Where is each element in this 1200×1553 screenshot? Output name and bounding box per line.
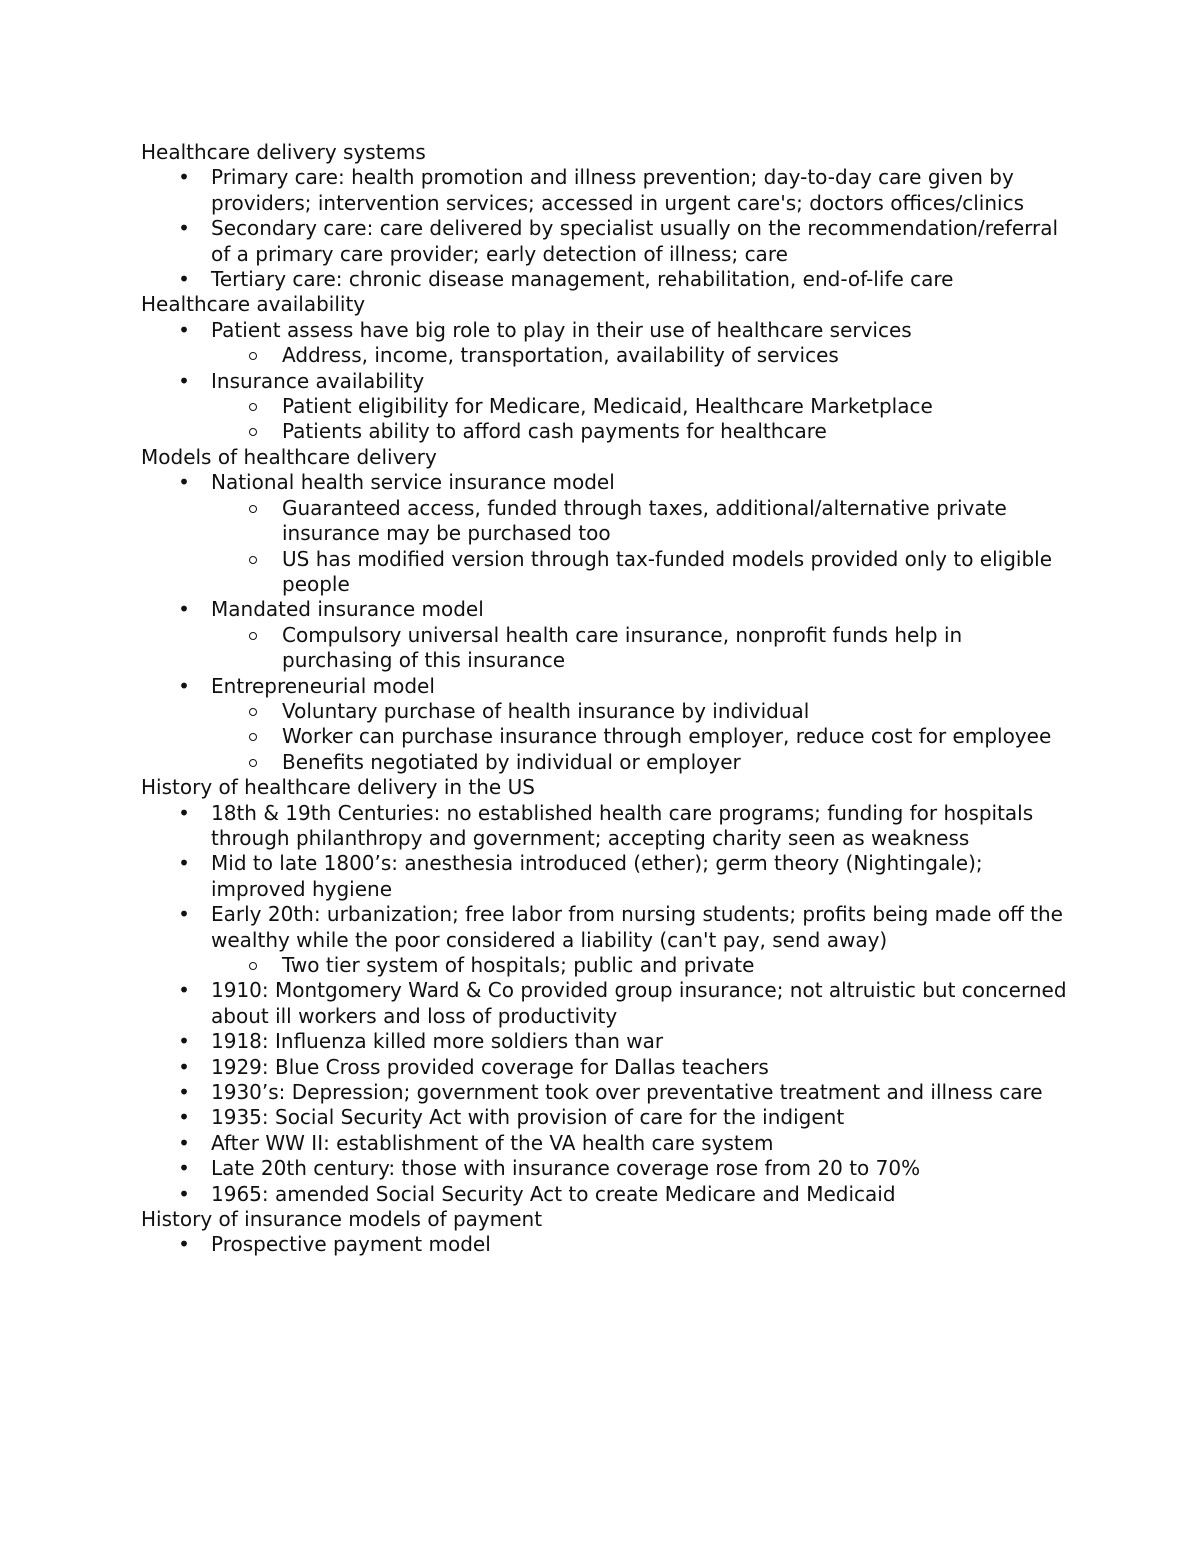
- sub-list-item-text: Two tier system of hospitals; public and private: [282, 953, 755, 977]
- list-item-text: 1929: Blue Cross provided coverage for Dallas teachers: [211, 1054, 769, 1079]
- sub-list-item-text: Address, income, transportation, availability of services: [282, 343, 839, 368]
- list-item: [141, 1055, 1071, 1080]
- list-item: [141, 1182, 1071, 1207]
- sub-list-item-text: Guaranteed access, funded through taxes, additional/alternative private insurance may be purchased too: [282, 495, 1007, 546]
- sub-list-item-text: Worker can purchase insurance through employer, reduce cost for employee: [282, 724, 1052, 749]
- bullet-icon: •: [178, 1130, 190, 1155]
- hollow-circle-bullet-icon: [249, 352, 257, 360]
- list-item: [141, 1080, 1071, 1105]
- bullet-icon: •: [178, 1080, 190, 1105]
- sub-bullet-list: [211, 343, 1071, 368]
- hollow-circle-bullet-icon: [249, 428, 257, 436]
- bullet-list: [141, 165, 1071, 292]
- bullet-icon: •: [178, 902, 190, 927]
- list-item-text: 1935: Social Security Act with provision of care for the indigent: [211, 1105, 845, 1130]
- sub-list-item: [211, 547, 1071, 598]
- sub-list-item: [211, 750, 1071, 775]
- list-item-text: 1910: Montgomery Ward & Co provided group insurance; not altruistic but concerned about ill workers and loss of productivity: [211, 978, 1067, 1028]
- list-item: [141, 851, 1071, 902]
- list-item-text: Primary care: health promotion and illness prevention; day-to-day care given by providers; intervention services; accessed in urgent care's; doctors offices/clinics: [211, 165, 1024, 215]
- sub-list-item: [211, 394, 1071, 419]
- bullet-icon: •: [178, 165, 190, 190]
- hollow-circle-bullet-icon: [249, 505, 257, 513]
- bullet-list: [141, 801, 1071, 1208]
- hollow-circle-bullet-icon: [249, 556, 257, 564]
- list-item: [141, 165, 1071, 216]
- list-item: [141, 902, 1071, 978]
- hollow-circle-bullet-icon: [249, 733, 257, 741]
- list-item-text: Tertiary care: chronic disease management, rehabilitation, end-of-life care: [211, 267, 954, 292]
- list-item-text: 1930’s: Depression; government took over preventative treatment and illness care: [211, 1080, 1043, 1105]
- list-item: [141, 470, 1071, 597]
- list-item: [141, 1131, 1071, 1156]
- section-heading: History of healthcare delivery in the US: [141, 775, 535, 800]
- list-item-text: After WW II: establishment of the VA health care system: [211, 1130, 774, 1155]
- sub-list-item: [211, 496, 1071, 547]
- list-item-text: 1918: Influenza killed more soldiers than war: [211, 1029, 664, 1054]
- sub-list-item-text: Benefits negotiated by individual or employer: [282, 749, 741, 774]
- list-item: [141, 674, 1071, 776]
- sub-list-item: [211, 699, 1071, 724]
- section-heading: Healthcare delivery systems: [141, 140, 426, 164]
- bullet-icon: •: [178, 1054, 190, 1079]
- list-item: [141, 318, 1071, 369]
- bullet-list: [141, 1232, 1071, 1257]
- sub-list-item-text: US has modified version through tax-funded models provided only to eligible people: [282, 546, 1053, 596]
- list-item-text: Mandated insurance model: [211, 597, 484, 622]
- list-item: [141, 1232, 1071, 1257]
- sub-list-item-text: Patients ability to afford cash payments for healthcare: [282, 419, 827, 444]
- document-page: [141, 140, 1071, 1258]
- bullet-icon: •: [178, 851, 190, 876]
- list-item: [141, 369, 1071, 445]
- list-item-text: Prospective payment model: [211, 1232, 491, 1257]
- bullet-icon: •: [178, 368, 190, 393]
- list-item-text: Insurance availability: [211, 368, 425, 393]
- hollow-circle-bullet-icon: [249, 632, 257, 640]
- section-heading: Models of healthcare delivery: [141, 444, 437, 469]
- bullet-icon: •: [178, 267, 190, 292]
- hollow-circle-bullet-icon: [249, 708, 257, 716]
- sub-list-item-text: Patient eligibility for Medicare, Medicaid, Healthcare Marketplace: [282, 394, 933, 419]
- list-item-text: Mid to late 1800’s: anesthesia introduced (ether); germ theory (Nightingale); improved hygiene: [211, 851, 983, 901]
- bullet-icon: •: [178, 317, 190, 342]
- list-item: [141, 978, 1071, 1029]
- bullet-list: [141, 318, 1071, 445]
- list-item: [141, 216, 1071, 267]
- sub-list-item-text: Compulsory universal health care insurance, nonprofit funds help in purchasing of this insurance: [282, 622, 963, 673]
- list-item-text: Entrepreneurial model: [211, 673, 435, 698]
- bullet-list: [141, 470, 1071, 775]
- hollow-circle-bullet-icon: [249, 759, 257, 767]
- list-item-text: 18th & 19th Centuries: no established health care programs; funding for hospitals through philanthropy and government; accepting charity seen as weakness: [211, 800, 1034, 850]
- section-heading: History of insurance models of payment: [141, 1207, 543, 1232]
- list-item: [141, 1029, 1071, 1054]
- list-item-text: 1965: amended Social Security Act to create Medicare and Medicaid: [211, 1181, 896, 1206]
- bullet-icon: •: [178, 1156, 190, 1181]
- sub-bullet-list: [211, 496, 1071, 598]
- list-item-text: Late 20th century: those with insurance coverage rose from 20 to 70%: [211, 1156, 921, 1181]
- sub-list-item: [211, 419, 1071, 444]
- list-item-text: Early 20th: urbanization; free labor from nursing students; profits being made off the wealthy while the poor considered a liability (can't pay, send away): [211, 902, 1063, 952]
- sub-list-item: [211, 343, 1071, 368]
- bullet-icon: •: [178, 673, 190, 698]
- bullet-icon: •: [178, 470, 190, 495]
- list-item: [141, 1156, 1071, 1181]
- sub-bullet-list: [211, 394, 1071, 445]
- bullet-icon: •: [178, 1105, 190, 1130]
- list-item-text: Secondary care: care delivered by specialist usually on the recommendation/referral of a primary care provider; early detection of illness; care: [211, 216, 1059, 266]
- bullet-icon: •: [178, 1232, 190, 1257]
- bullet-icon: •: [178, 978, 190, 1003]
- list-item: [141, 267, 1071, 292]
- list-item: [141, 801, 1071, 852]
- bullet-icon: •: [178, 800, 190, 825]
- list-item-text: National health service insurance model: [211, 470, 615, 495]
- list-item-text: Patient assess have big role to play in their use of healthcare services: [211, 317, 912, 342]
- bullet-icon: •: [178, 597, 190, 622]
- sub-list-item: [211, 623, 1071, 674]
- bullet-icon: •: [178, 1029, 190, 1054]
- sub-bullet-list: [211, 953, 1071, 978]
- sub-list-item: [211, 953, 1071, 978]
- sub-list-item-text: Voluntary purchase of health insurance by individual: [282, 698, 810, 723]
- bullet-icon: •: [178, 216, 190, 241]
- sub-bullet-list: [211, 623, 1071, 674]
- list-item: [141, 1105, 1071, 1130]
- section-heading: Healthcare availability: [141, 292, 366, 317]
- bullet-icon: •: [178, 1181, 190, 1206]
- hollow-circle-bullet-icon: [249, 962, 257, 970]
- hollow-circle-bullet-icon: [249, 403, 257, 411]
- sub-bullet-list: [211, 699, 1071, 775]
- sub-list-item: [211, 724, 1071, 749]
- list-item: [141, 597, 1071, 673]
